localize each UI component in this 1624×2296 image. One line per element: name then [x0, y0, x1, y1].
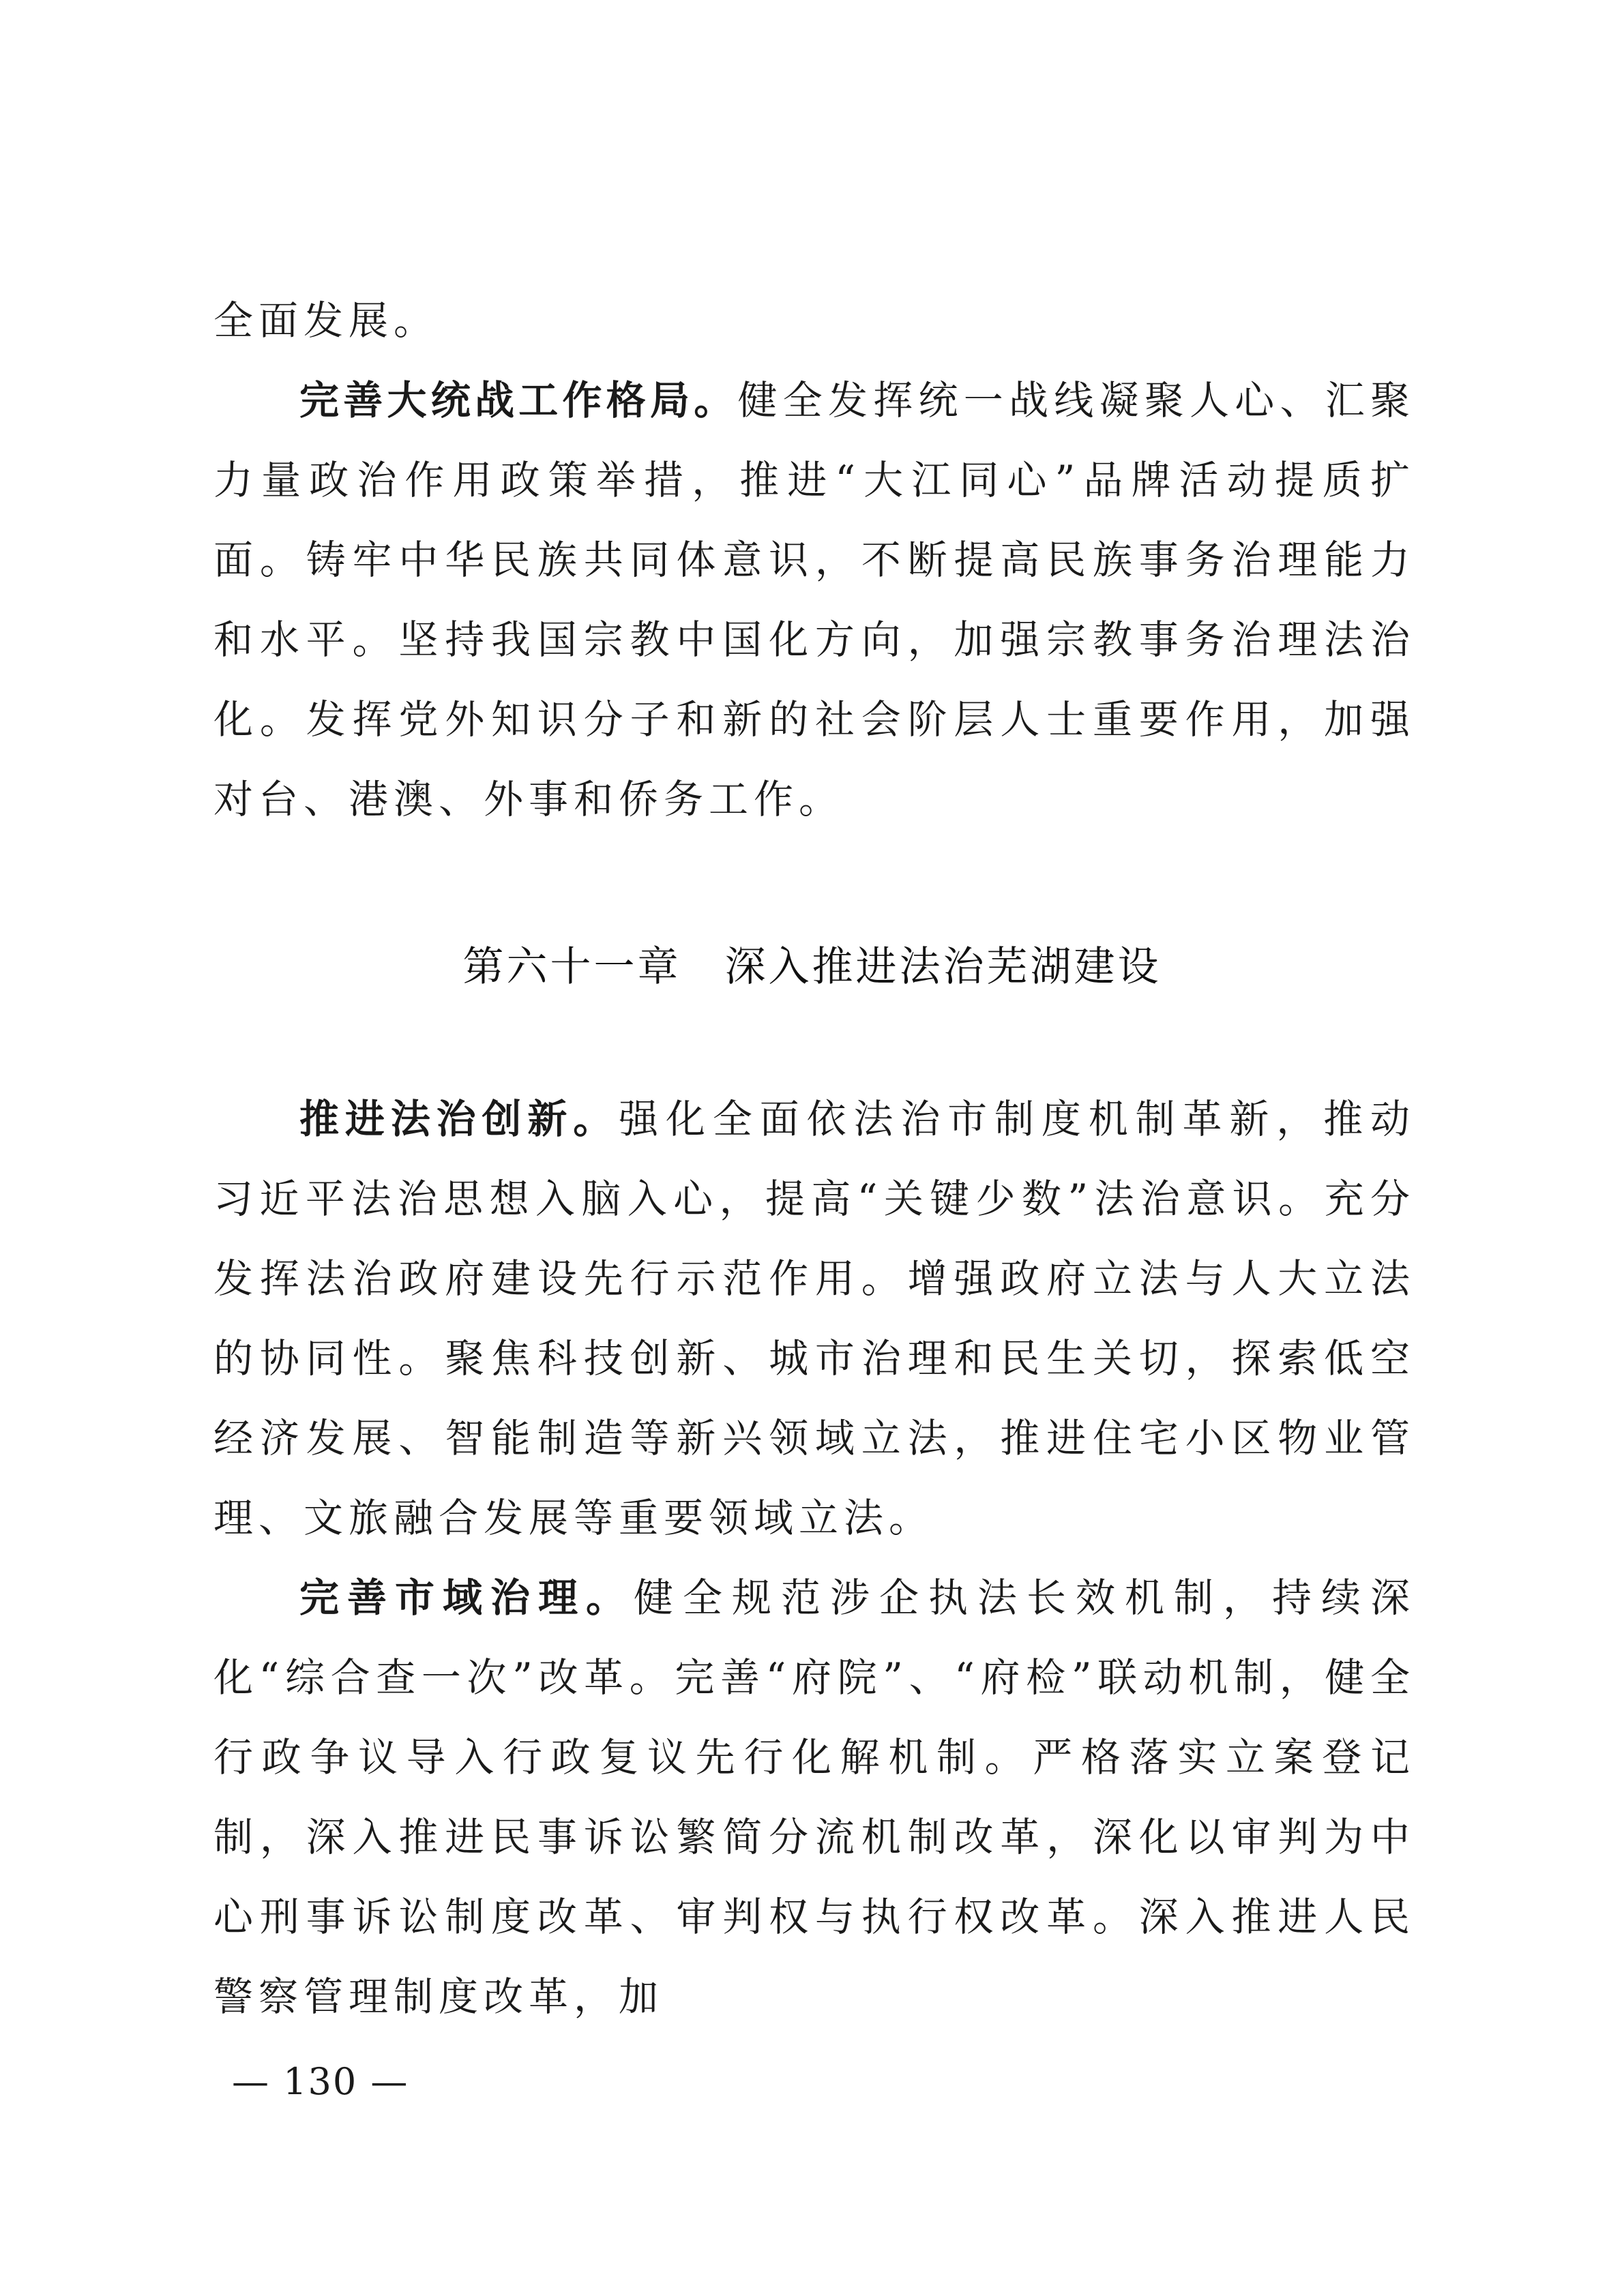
page-number: — 130 — [232, 2060, 409, 2103]
section-bottom [213, 1079, 1415, 2037]
paragraph-rule-of-law-innovation [213, 1079, 1415, 1558]
chapter-title: 第六十一章 深入推进法治芜湖建设 [462, 943, 1162, 991]
paragraph-continuation [213, 281, 1415, 361]
paragraph-united-front [213, 361, 1415, 839]
paragraph-body: 健全规范涉企执法长效机制，持续深化“综合查一次”改革。完善“府院”、“府检”联动机制，健全行政争议导入行政复议先行化解机制。严格落实立案登记制，深入推进民事诉讼繁简分流机制改革，深化以审判为中心刑事诉讼制度改革、审判权与执行权改革。深入推进人民警察管理制度改革，加 [213, 1575, 1415, 2020]
paragraph-municipal-governance [213, 1558, 1415, 2037]
paragraph-lead: 完善大统战工作格局。 [299, 377, 738, 423]
paragraph-body: 全面发展。 [213, 297, 439, 344]
paragraph-body: 强化全面依法治市制度机制革新，推动习近平法治思想入脑入心，提高“关键少数”法治意识。充分发挥法治政府建设先行示范作用。增强政府立法与人大立法的协同性。聚焦科技创新、城市治理和民生关切，探索低空经济发展、智能制造等新兴领域立法，推进住宅小区物业管理、文旅融合发展等重要领域立法。 [213, 1096, 1415, 1541]
section-top [213, 281, 1415, 839]
paragraph-lead: 完善市域治理。 [299, 1575, 634, 1621]
paragraph-lead: 推进法治创新。 [299, 1096, 619, 1142]
paragraph-body: 健全发挥统一战线凝聚人心、汇聚力量政治作用政策举措，推进“大江同心”品牌活动提质扩面。铸牢中华民族共同体意识，不断提高民族事务治理能力和水平。坚持我国宗教中国化方向，加强宗教事务治理法治化。发挥党外知识分子和新的社会阶层人士重要作用，加强对台、港澳、外事和侨务工作。 [213, 377, 1415, 822]
